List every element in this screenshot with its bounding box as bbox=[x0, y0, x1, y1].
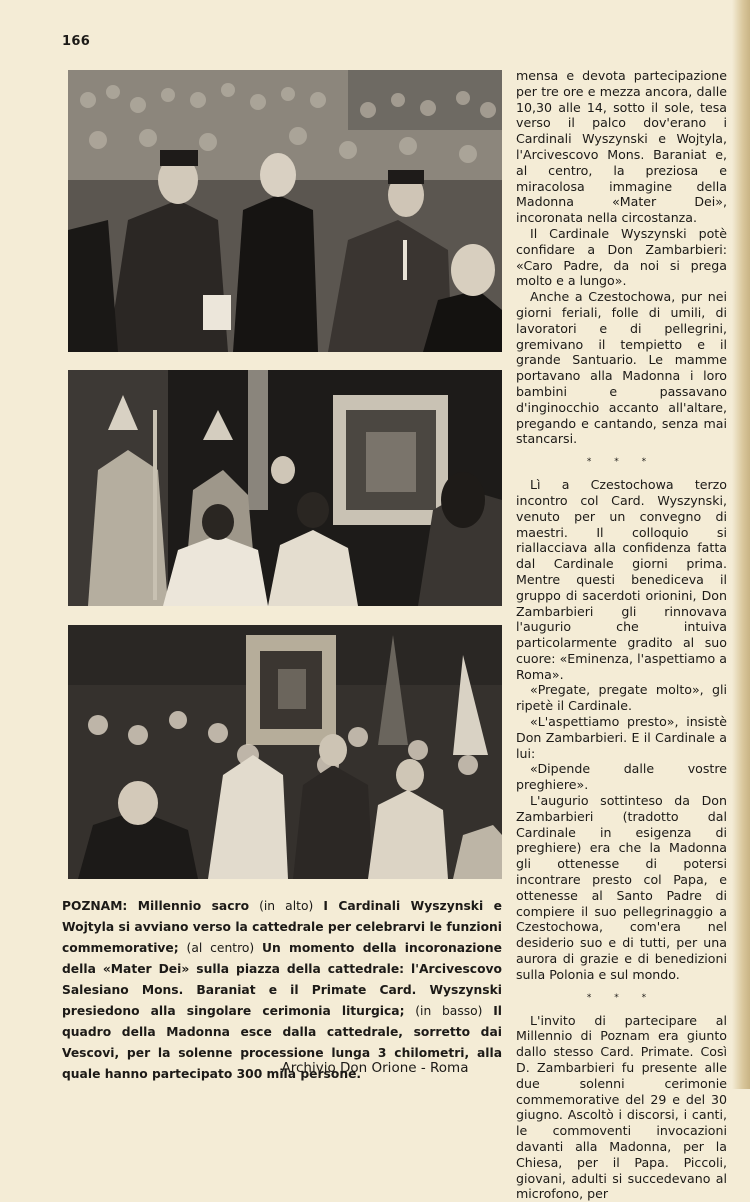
archive-footer: Archivio Don Orione - Roma bbox=[281, 1060, 469, 1076]
paragraph: Lì a Czestochowa terzo incontro col Card. Wyszynski, venuto per un convegno di maestri. Il colloquio si riallacciava alla confidenza fatta dal Cardinale giorni prima. Mentre questi benediceva il gruppo di sacerdoti orionini, Don Zambarbieri gli rinnovava l'augurio che intuiva particolarmente gradito al suo cuore: «Eminenza, l'aspettiamo a Roma». bbox=[516, 477, 727, 682]
paragraph: Anche a Czestochowa, pur nei giorni feriali, folle di umili, di lavoratori e di pellegrini, gremivano il tempietto e il grande Santuario. Le mamme portavano alla Madonna i loro bambini e passavano d'inginocchio accanto all'altare, pregando e cantando, senza mai stancarsi. bbox=[516, 289, 727, 447]
caption-text-bottom: Il quadro della Madonna esce dalla cattedrale, sorretto dai Vescovi, per la solenne processione lunga 3 chilometri, alla quale hanno partecipato 300 mila persone. bbox=[62, 1004, 502, 1081]
photo-cardinals-procession bbox=[68, 70, 502, 352]
section-separator: * * * bbox=[586, 992, 657, 1003]
photo-madonna-procession bbox=[68, 625, 502, 879]
page-edge bbox=[732, 0, 750, 1089]
caption-position-center: (al centro) bbox=[178, 941, 263, 955]
paragraph: L'invito di partecipare al Millennio di Poznam era giunto dallo stesso Card. Primate. Così D. Zambarbieri fu presente alle due solenni cerimonie commemorative del 29 e del 30 giugno. Ascoltò i discorsi, i canti, le commoventi invocazioni davanti alla Madonna, per la Chiesa, per il Papa. Piccoli, giovani, adulti si succedevano al microfono, per bbox=[516, 1012, 727, 1202]
paragraph: Il Cardinale Wyszynski potè confidare a Don Zambarbieri: «Caro Padre, da noi si prega molto e a lungo». bbox=[516, 225, 727, 289]
photo-coronation-mater-dei bbox=[68, 370, 502, 606]
paragraph: «Pregate, pregate molto», gli ripetè il Cardinale. bbox=[516, 682, 727, 714]
caption-title: POZNAM: Millennio sacro bbox=[62, 899, 250, 913]
photo-caption bbox=[62, 896, 502, 1085]
section-separator: * * * bbox=[586, 457, 657, 468]
caption-position-top: (in alto) bbox=[249, 899, 324, 913]
page-number: 166 bbox=[62, 34, 91, 49]
photo-madonna-procession-image bbox=[68, 625, 502, 879]
paragraph: «L'aspettiamo presto», insistè Don Zambarbieri. E il Cardinale a lui: bbox=[516, 714, 727, 761]
article-column bbox=[516, 68, 727, 1202]
caption-text-center: Un momento della incoronazione della «Mater Dei» sulla piazza della cattedrale: l'Arcivescovo Salesiano Mons. Baraniat e il Primate Card. Wyszynski presiedono alla singolare cerimonia liturgica; bbox=[62, 941, 502, 1018]
paragraph: «Dipende dalle vostre preghiere». bbox=[516, 761, 727, 793]
photo-cardinals-procession-image bbox=[68, 70, 502, 352]
caption-text-top: I Cardinali Wyszynski e Wojtyla si avviano verso la cattedrale per celebrarvi le funzioni commemorative; bbox=[62, 899, 502, 955]
photo-coronation-image bbox=[68, 370, 502, 606]
paragraph: mensa e devota partecipazione per tre ore e mezza ancora, dalle 10,30 alle 14, sotto il sole, tesa verso il palco dov'erano i Cardinali Wyszynski e Wojtyla, l'Arcivescovo Mons. Baraniat e, al centro, la preziosa e miracolosa immagine della Madonna «Mater Dei», incoronata nella circostanza. bbox=[516, 68, 727, 226]
paragraph: L'augurio sottinteso da Don Zambarbieri (tradotto dal Cardinale in esigenza di preghiere) era che la Madonna gli ottenesse di potersi incontrare presto col Papa, e ottenesse al Santo Padre di compiere il suo pellegrinaggio a Czestochowa, com'era nel desiderio suo e di tutti, per una aurora di grazie e di benedizioni sulla Polonia e sul mondo. bbox=[516, 793, 727, 982]
caption-position-bottom: (in basso) bbox=[404, 1004, 494, 1018]
